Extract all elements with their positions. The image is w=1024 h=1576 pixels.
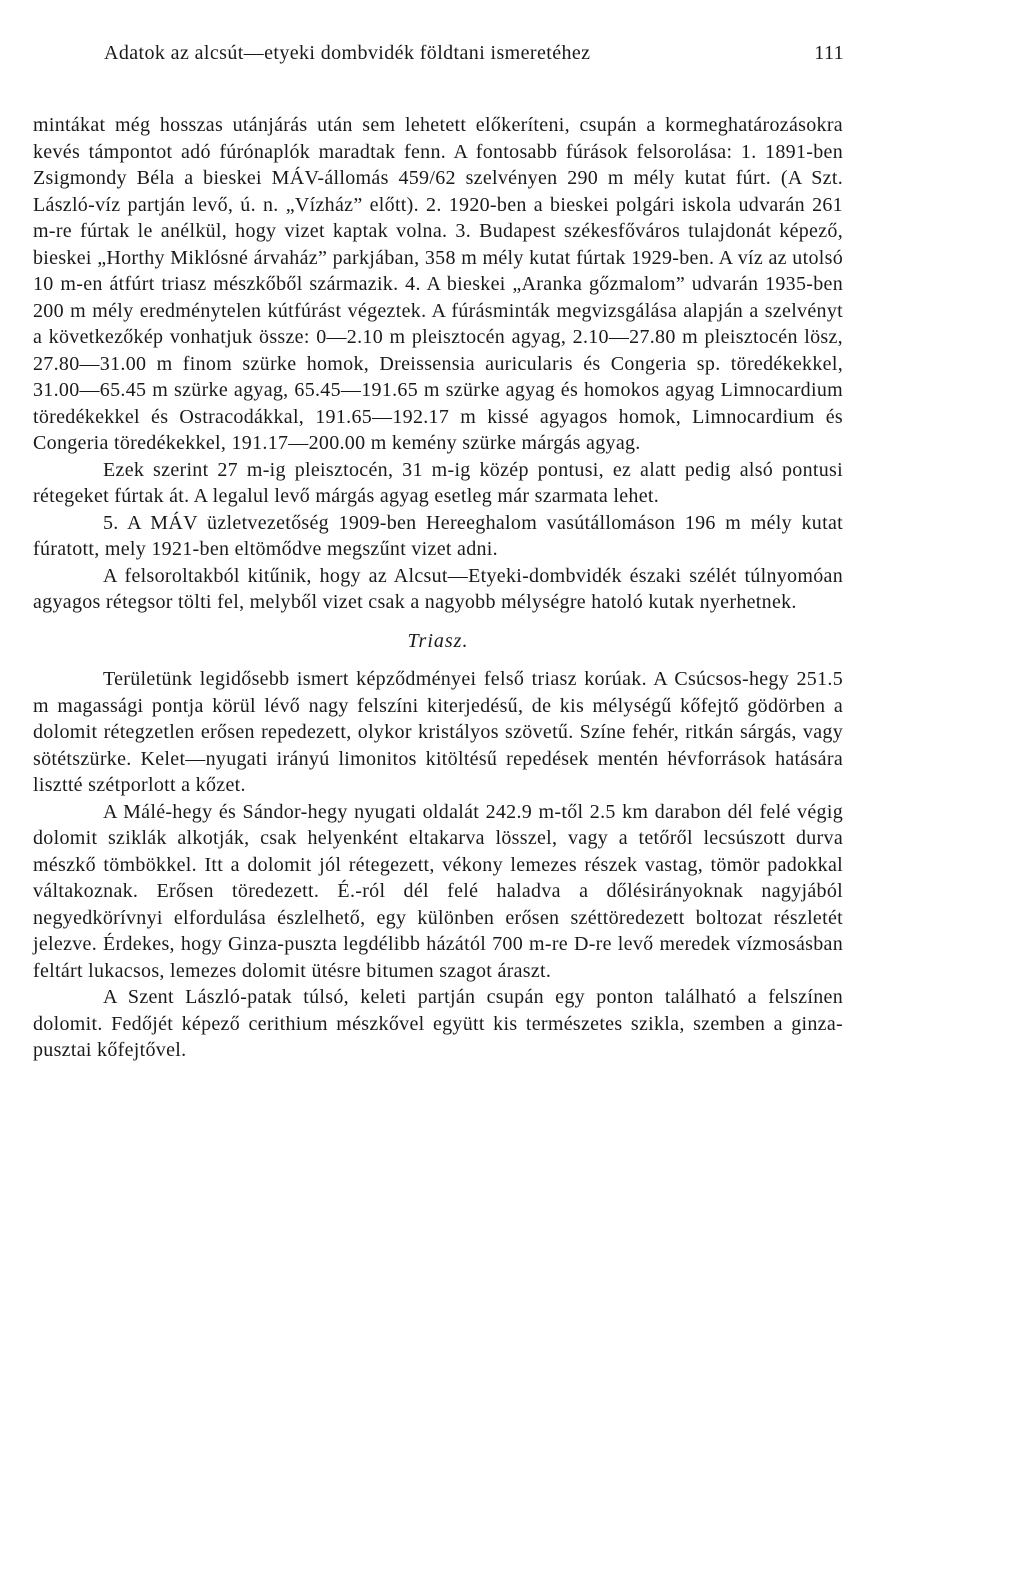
paragraph-mav-well: 5. A MÁV üzletvezetőség 1909-ben Hereeghalom vasútállomáson 196 m mély kutat fúratott, mely 1921-ben eltömődve megszűnt vizet adni. xyxy=(33,511,843,560)
body-text xyxy=(33,112,843,1064)
page-number: 111 xyxy=(814,42,844,64)
paragraph-szent-laszlo-patak: A Szent László-patak túlsó, keleti partján csupán egy ponton található a felszínen dolomit. Fedőjét képező cerithium mészkővel együtt kis természetes szikla, szemben a ginza-pusztai kőfejtővel. xyxy=(33,986,843,1061)
paragraph-conclusion: A felsoroltakból kitűnik, hogy az Alcsut—Etyeki-dombvidék északi szélét túlnyomóan agyagos rétegsor tölti fel, melyből vizet csak a nagyobb mélységre hatoló kutak nyerhetnek. xyxy=(33,564,843,613)
running-title: Adatok az alcsút—etyeki dombvidék földtani ismeretéhez xyxy=(104,42,591,64)
paragraph-triassic-intro: Területünk legidősebb ismert képződményei felső triasz korúak. A Csúcsos-hegy 251.5 m magassági pontja körül lévő nagy felszíni kiterjedésű, de kis mélységű kőfejtő gödörben a dolomit rétegzetlen erősen repedezett, olykor kristályos szövetű. Színe fehér, ritkán sárgás, vagy sötétszürke. Kelet—nyugati irányú limonitos kitöltésű repedések mentén hévforrások hatására lisztté szétporlott a kőzet. xyxy=(33,668,843,796)
section-heading-triasz: Triasz. xyxy=(407,629,469,652)
paragraph-interpretation: Ezek szerint 27 m-ig pleisztocén, 31 m-ig közép pontusi, ez alatt pedig alsó pontusi rétegeket fúrtak át. A legalul levő márgás agyag esetleg már szarmata lehet. xyxy=(33,458,843,507)
paragraph-wells-list: mintákat még hosszas utánjárás után sem lehetett előkeríteni, csupán a kormeghatározásokra kevés támpontot adó fúrónaplók maradtak fenn. A fontosabb fúrások felsorolása: 1. 1891-ben Zsigmondy Béla a bieskei MÁV-állomás 459/62 szelvényen 290 m mély kutat fúrt. (A Szt. László-víz partján levő, ú. n. „Vízház” előtt). 2. 1920-ben a bieskei polgári iskola udvarán 261 m-re fúrtak le anélkül, hogy vizet kaptak volna. 3. Budapest székesfőváros tulajdonát képező, bieskei „Horthy Miklósné árvaház” parkjában, 358 m mély kutat fúrtak 1929-ben. A víz az utolsó 10 m-en átfúrt triasz mészkőből származik. 4. A bieskei „Aranka gőzmalom” udvarán 1935-ben 200 m mély eredménytelen kútfúrást végeztek. A fúrásminták megvizsgálása alapján a szelvényt a következőkép vonhatjuk össze: 0—2.10 m pleisztocén agyag, 2.10—27.80 m pleisztocén lösz, 27.80—31.00 m finom szürke homok, Dreissensia auricularis és Congeria sp. töredékekkel, 31.00—65.45 m szürke agyag, 65.45—191.65 m szürke agyag és homokos agyag Limnocardium töredékekkel és Ostracodákkal, 191.65—192.17 m kissé agyagos homok, Limnocardium és Congeria töredékekkel, 191.17—200.00 m kemény szürke márgás agyag. xyxy=(33,114,843,454)
paragraph-male-hegy: A Málé-hegy és Sándor-hegy nyugati oldalát 242.9 m-től 2.5 km darabon dél felé végig dolomit sziklák alkotják, csak helyenként eltakarva lösszel, vagy a tetőről lecsúszott durva mészkő tömbökkel. Itt a dolomit jól rétegezett, vékony lemezes részek vastag, tömör padokkal váltakoznak. Erősen töredezett. É.-ról dél felé haladva a dőlésirányoknak nagyjából negyedkörívnyi elfordulása észlelhető, egy különben erősen széttöredezett boltozat részletét jelezve. Érdekes, hogy Ginza-puszta legdélibb házától 700 m-re D-re levő meredek vízmosásban feltárt lukacsos, lemezes dolomit ütésre bitumen szagot áraszt. xyxy=(33,800,843,982)
